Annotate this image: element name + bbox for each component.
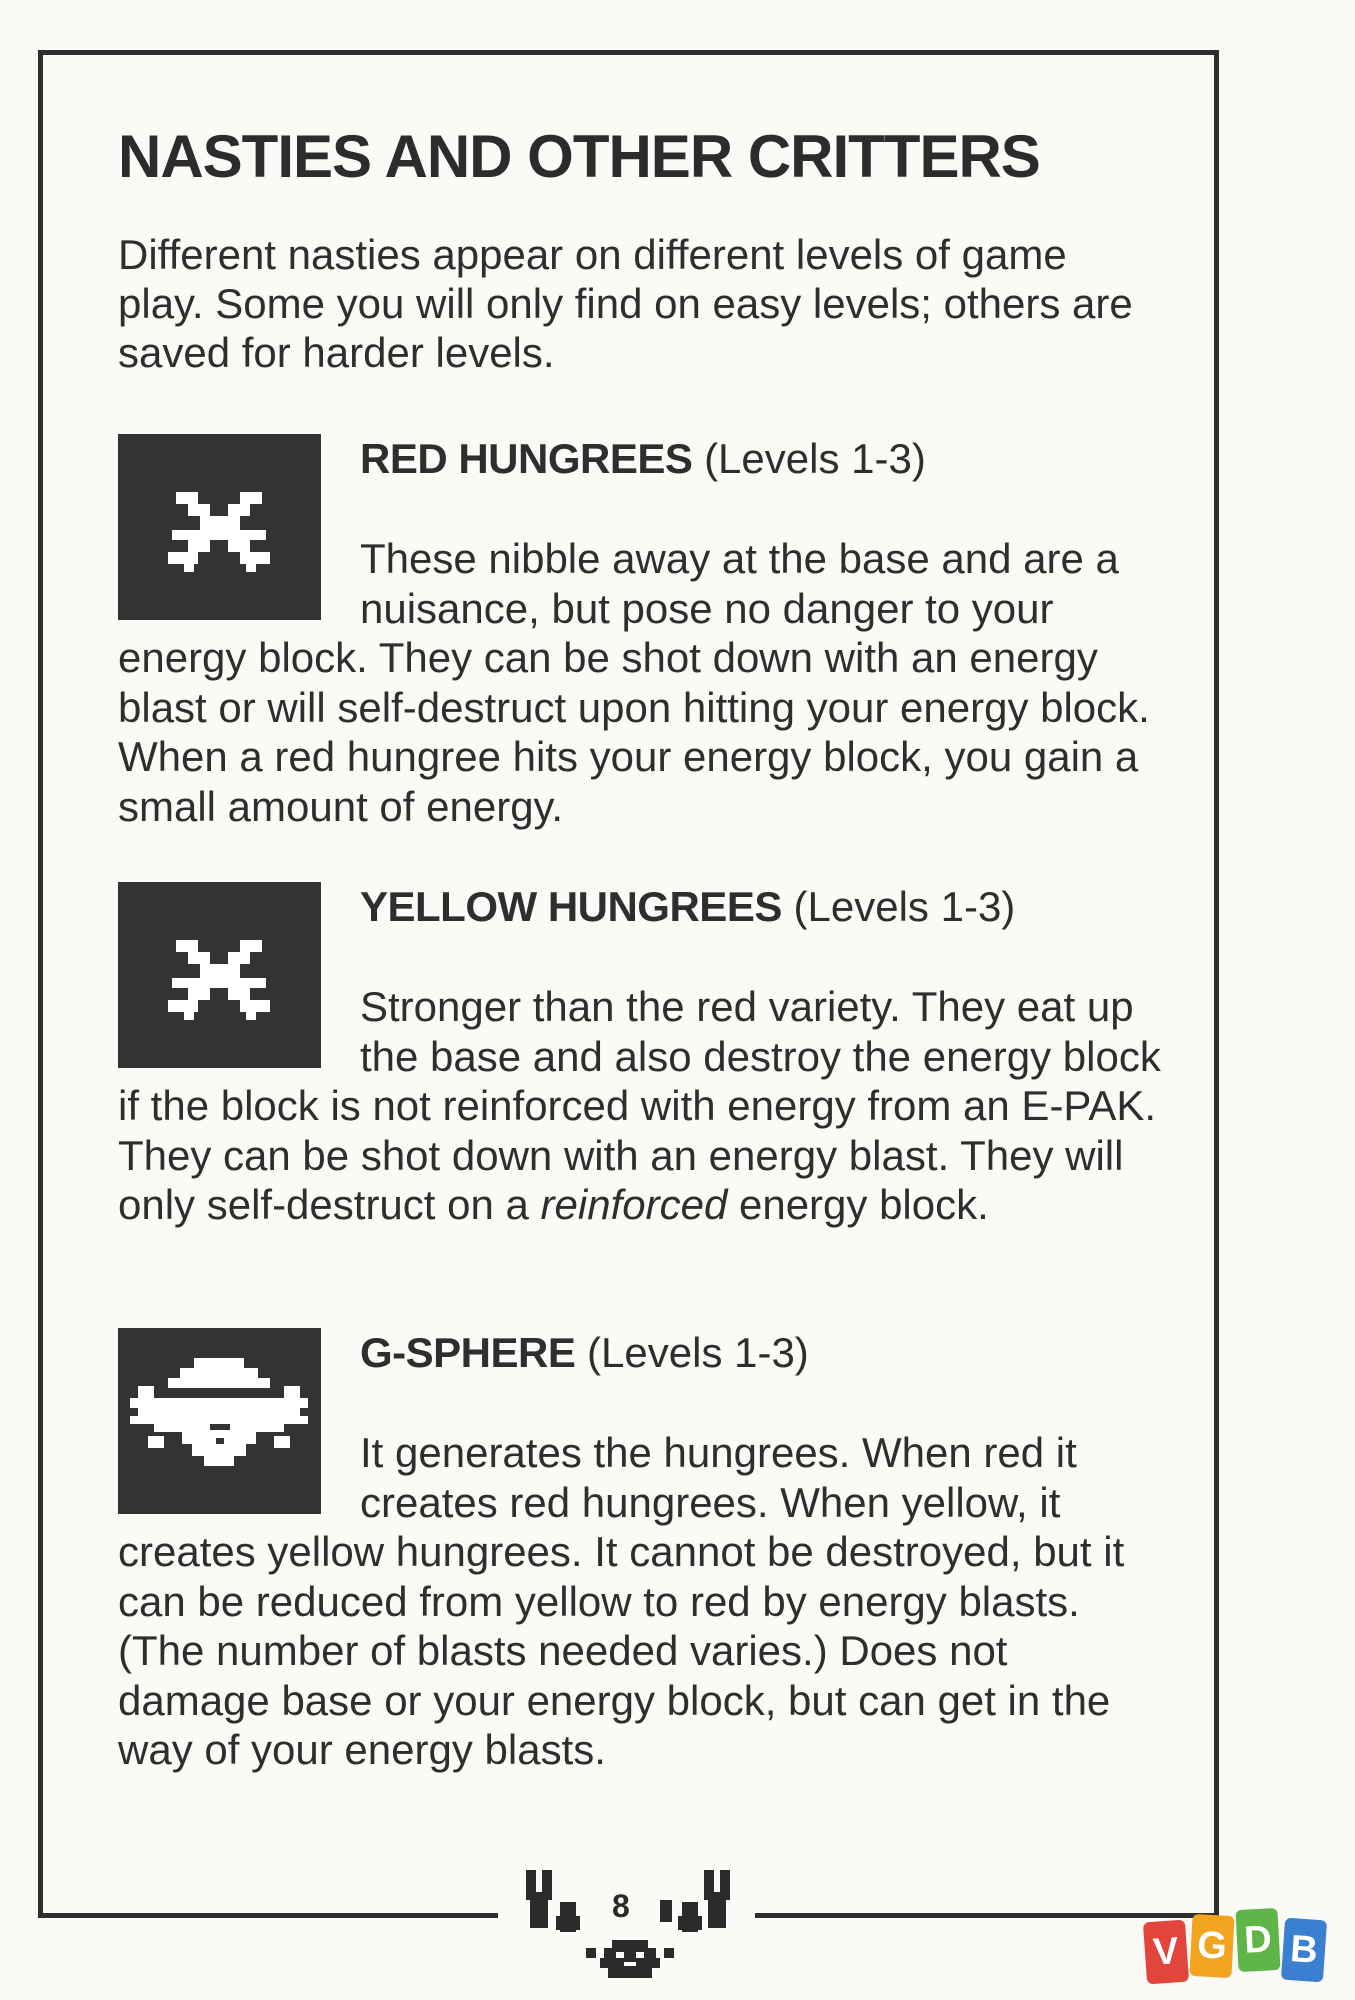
footer-emblem-icon [520,1862,740,1987]
section-name: YELLOW HUNGREES [360,883,782,930]
section-name: RED HUNGREES [360,435,693,482]
section-heading [360,882,1015,932]
section-levels: (Levels 1-3) [704,435,926,482]
section-name: G-SPHERE [360,1329,576,1376]
watermark-letter: D [1235,1908,1280,1972]
watermark-letter: G [1189,1914,1234,1978]
page-border-bottom-right [755,1913,1219,1918]
section-heading [360,1328,809,1378]
section-levels: (Levels 1-3) [793,883,1016,930]
section-description: Stronger than the red variety. They eat up the base and also destroy the energy block if the block is not reinforced with energy from an E-PAK. They can be shot down with an energy blast. They will only self-destruct on a reinforced energy block. [118,983,1161,1228]
watermark-letter: B [1281,1918,1327,1983]
page-number: 8 [612,1888,630,1924]
page-border-bottom-left [38,1913,498,1918]
section-description: It generates the hungrees. When red it creates red hungrees. When yellow, it creates yellow hungrees. It cannot be destroyed, but it can be reduced from yellow to red by energy blasts. (The number of blasts needed varies.) Does not damage base or your energy block, but can get in the way of your energy blasts. [118,1429,1125,1773]
emphasis-text: reinforced [540,1181,728,1228]
section-description: These nibble away at the base and are a nuisance, but pose no danger to your energy block. They can be shot down with an energy blast or will self-destruct upon hitting your energy block. When a red hungree hits your energy block, you gain a small amount of energy. [118,535,1150,830]
intro-paragraph: Different nasties appear on different levels of game play. Some you will only find on easy levels; others are saved for harder levels. [118,231,1133,376]
section-heading [360,434,926,484]
section-levels: (Levels 1-3) [587,1329,809,1376]
watermark-letter: V [1143,1920,1189,1985]
page-title: NASTIES AND OTHER CRITTERS [118,123,1040,190]
